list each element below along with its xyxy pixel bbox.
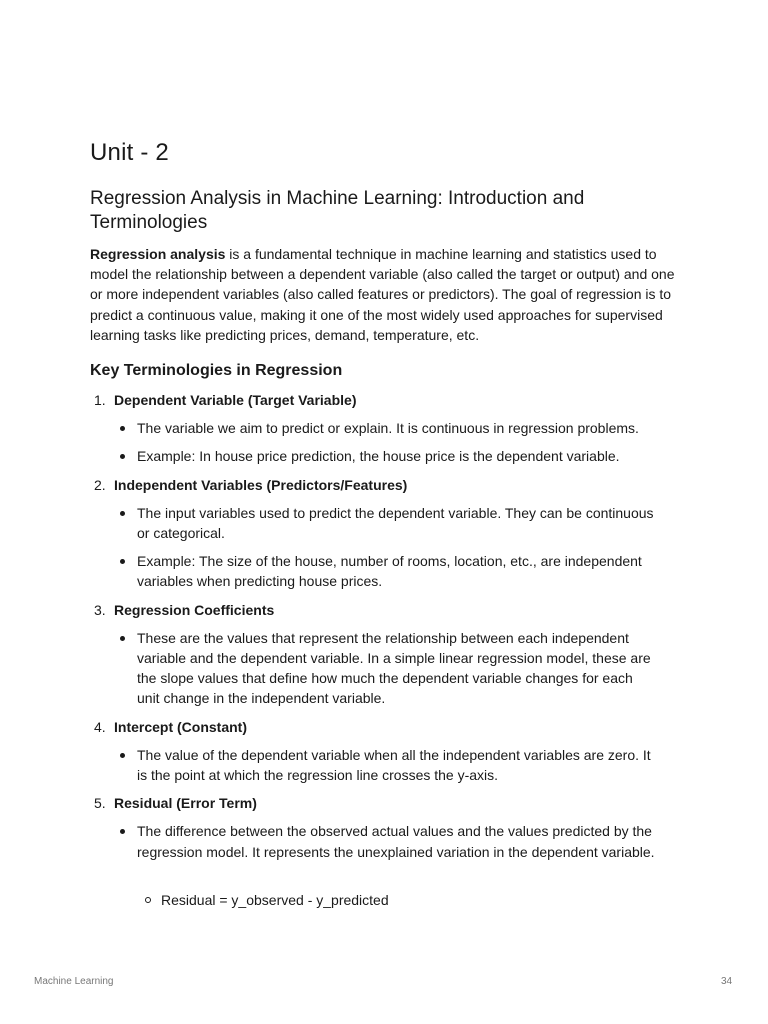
bullet-item bbox=[114, 628, 657, 709]
unit-title: Unit - 2 bbox=[90, 139, 169, 166]
bullet-item bbox=[114, 745, 657, 785]
bullet-list bbox=[114, 418, 680, 466]
bullet-text: These are the values that represent the relationship between each independent variable and the dependent variable. In a simple linear regression model, these are the slope values that define how much the dependent variable changes for each unit change in the independent variable. bbox=[137, 629, 651, 707]
list-item bbox=[90, 475, 680, 592]
bullet-item bbox=[114, 821, 657, 910]
item-number: 2. bbox=[94, 476, 106, 493]
list-item bbox=[90, 390, 680, 467]
list-item bbox=[90, 600, 680, 709]
bullet-item bbox=[114, 551, 657, 591]
subsection-title: Key Terminologies in Regression bbox=[90, 362, 343, 379]
bullet-list bbox=[114, 628, 680, 709]
section-title: Regression Analysis in Machine Learning: Introduction and Terminologies bbox=[90, 188, 585, 233]
intro-paragraph bbox=[90, 244, 680, 345]
term-name: Dependent Variable (Target Variable) bbox=[114, 392, 357, 408]
term-name: Regression Coefficients bbox=[114, 601, 275, 618]
bullet-icon bbox=[120, 511, 125, 516]
intro-bold-term: Regression analysis bbox=[90, 246, 226, 262]
bullet-icon bbox=[120, 559, 125, 564]
item-number: 5. bbox=[94, 795, 106, 812]
bullet-list bbox=[114, 745, 680, 785]
circle-bullet-icon bbox=[145, 897, 151, 903]
list-item bbox=[90, 717, 680, 786]
term-name: Intercept (Constant) bbox=[114, 718, 247, 735]
intro-text: is a fundamental technique in machine learning and statistics used to model the relationship between a dependent variable (also called the target or output) and one or more independent variables (also called features or predictors). The goal of regression is to predict a continuous value, making it one of the most widely used approaches for supervised learning tasks like predicting prices, demand, temperature, etc. bbox=[90, 246, 675, 343]
item-number: 1. bbox=[94, 392, 106, 408]
term-name: Residual (Error Term) bbox=[114, 795, 257, 812]
item-number: 3. bbox=[94, 601, 106, 618]
bullet-item bbox=[114, 503, 657, 543]
bullet-icon bbox=[120, 454, 125, 459]
footer-course-name: Machine Learning bbox=[34, 976, 114, 987]
bullet-text: The input variables used to predict the dependent variable. They can be continuous or categorical. bbox=[137, 504, 654, 542]
term-name: Independent Variables (Predictors/Features) bbox=[114, 476, 408, 493]
bullet-text: The difference between the observed actual values and the values predicted by the regression model. It represents the unexplained variation in the dependent variable. bbox=[137, 823, 655, 860]
bullet-item bbox=[114, 418, 657, 438]
bullet-text: The variable we aim to predict or explain. It is continuous in regression problems. bbox=[137, 420, 639, 437]
bullet-list bbox=[114, 503, 680, 592]
bullet-item bbox=[114, 446, 657, 466]
bullet-icon bbox=[120, 753, 125, 758]
formula-text: Residual = y_observed - y_predicted bbox=[161, 891, 389, 908]
bullet-list bbox=[114, 821, 680, 910]
bullet-icon bbox=[120, 426, 125, 431]
bullet-text: The value of the dependent variable when all the independent variables are zero. It is the point at which the regression line crosses the y-axis. bbox=[137, 746, 651, 784]
bullet-icon bbox=[120, 829, 125, 834]
sub-bullet-list bbox=[137, 890, 657, 910]
bullet-text: Example: The size of the house, number of rooms, location, etc., are independent variables when predicting house prices. bbox=[137, 553, 642, 590]
bullet-icon bbox=[120, 636, 125, 641]
item-number: 4. bbox=[94, 718, 106, 735]
page-number: 34 bbox=[721, 976, 733, 987]
terminology-list bbox=[90, 390, 680, 918]
bullet-text: Example: In house price prediction, the house price is the dependent variable. bbox=[137, 448, 620, 465]
sub-bullet-item bbox=[137, 890, 657, 910]
list-item bbox=[90, 793, 680, 910]
